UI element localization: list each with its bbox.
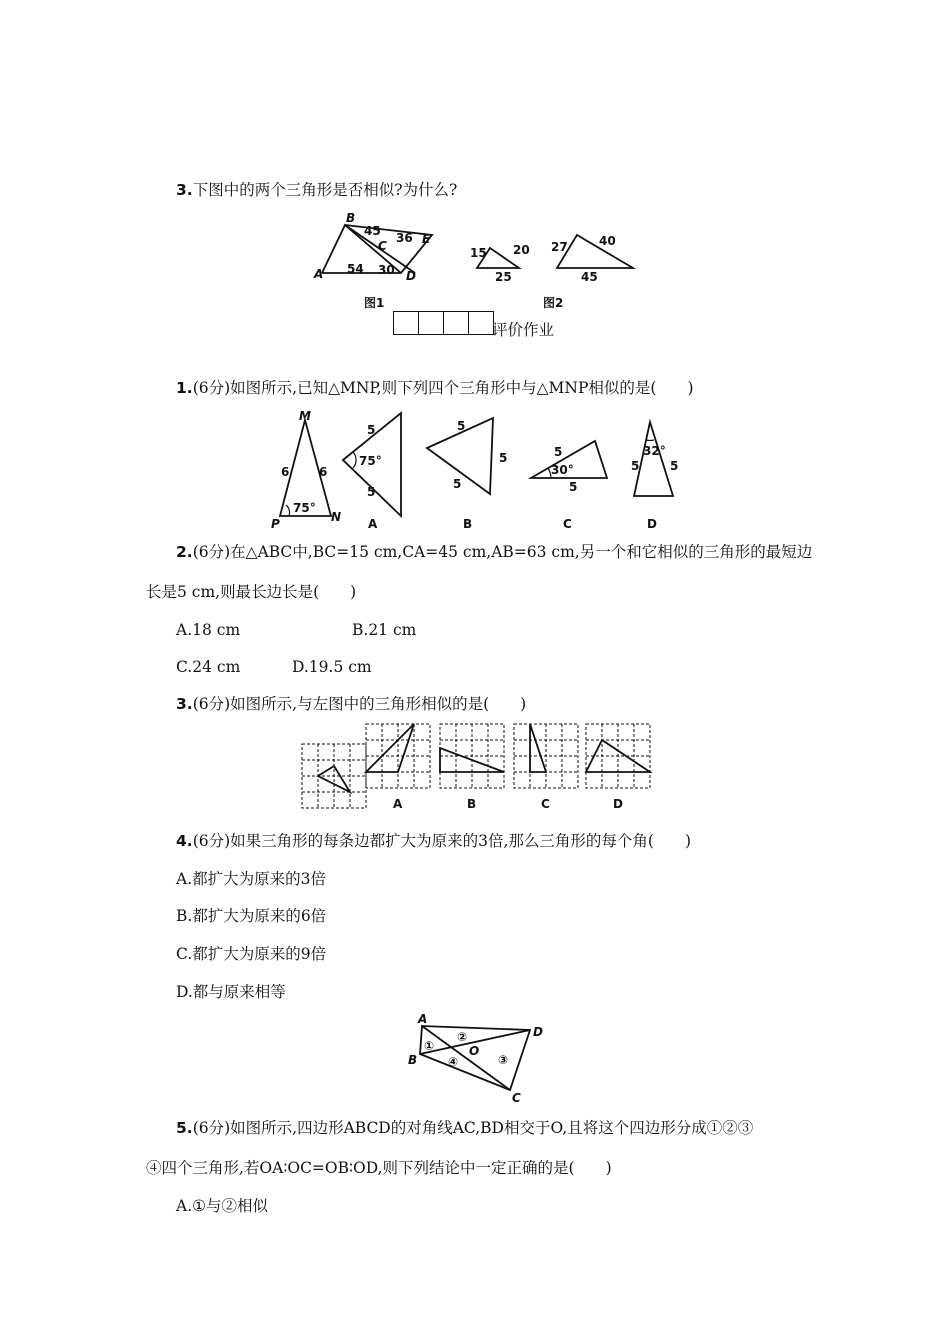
option-label: C	[563, 517, 572, 531]
angle-label: 30°	[551, 463, 574, 477]
question-text: (6分)如果三角形的每条边都扩大为原来的3倍,那么三角形的每个角( )	[192, 832, 692, 850]
question-text: (6分)如图所示,已知△MNP,则下列四个三角形中与△MNP相似的是( )	[192, 379, 694, 397]
option-label: A	[393, 797, 403, 811]
vertex-C: C	[378, 239, 387, 253]
question-1	[176, 378, 694, 398]
option-label: B	[467, 797, 477, 811]
side-label: 6	[281, 465, 290, 479]
region-4: ④	[448, 1055, 459, 1069]
vertex-A: A	[418, 1012, 428, 1026]
vertex-A: A	[314, 267, 324, 281]
large-label-40: 40	[599, 234, 616, 248]
side-label: 5	[367, 485, 376, 499]
option-label: D	[647, 517, 657, 531]
option-b-grid	[440, 724, 504, 811]
side-label: 5	[367, 423, 376, 437]
option-d: D.19.5 cm	[292, 658, 372, 676]
question-number: 1.	[176, 379, 193, 397]
fig2-caption: 图2	[543, 296, 564, 310]
vertex-M: M	[299, 409, 311, 423]
option-d-grid	[586, 724, 650, 811]
region-3: ③	[498, 1053, 509, 1067]
side-label: 5	[569, 480, 578, 494]
vertex-N: N	[331, 510, 342, 524]
question-3-grid-figure	[300, 722, 670, 814]
option-a: A.①与②相似	[176, 1197, 269, 1215]
option-c-triangle	[531, 441, 607, 531]
option-label: D	[613, 797, 623, 811]
option-a-triangle	[343, 413, 401, 531]
option-c: C.24 cm	[176, 658, 241, 676]
pre-question-3	[176, 180, 457, 200]
question-2-line-2: 长是5 cm,则最长边长是( )	[146, 583, 357, 601]
angle-label: 32°	[643, 444, 666, 458]
option-c: C.都扩大为原来的9倍	[176, 945, 327, 963]
side-label: 5	[554, 445, 563, 459]
option-a-grid	[366, 724, 430, 811]
question-4	[176, 831, 691, 851]
label-54: 54	[347, 262, 364, 276]
option-d: D.都与原来相等	[176, 983, 286, 1001]
question-number: 3.	[176, 181, 193, 199]
side-label: 5	[453, 477, 462, 491]
side-label: 6	[319, 465, 328, 479]
region-2: ②	[457, 1030, 468, 1044]
triangle-mnp	[271, 409, 341, 531]
option-label: C	[541, 797, 550, 811]
figure-1-crossed-triangles	[310, 208, 440, 313]
small-label-15: 15	[470, 246, 487, 260]
vertex-O: O	[469, 1044, 480, 1058]
large-label-27: 27	[551, 240, 568, 254]
label-36: 36	[396, 231, 413, 245]
small-label-25: 25	[495, 270, 512, 284]
label-45: 45	[364, 224, 381, 238]
region-1: ①	[424, 1039, 435, 1053]
question-1-figure	[265, 408, 685, 533]
angle-label: 75°	[293, 501, 316, 515]
option-a: A.都扩大为原来的3倍	[176, 870, 326, 888]
fig1-caption: 图1	[364, 296, 385, 310]
question-text: 下图中的两个三角形是否相似?为什么?	[192, 181, 458, 199]
side-label: 5	[499, 451, 508, 465]
option-d-triangle	[631, 422, 678, 531]
large-label-45: 45	[581, 270, 598, 284]
question-3	[176, 694, 526, 714]
option-a: A.18 cm	[176, 621, 241, 639]
question-text: (6分)如图所示,与左图中的三角形相似的是( )	[192, 695, 527, 713]
vertex-D: D	[533, 1025, 543, 1039]
question-number: 3.	[176, 695, 193, 713]
section-icon-boxes	[393, 311, 493, 335]
vertex-E: E	[422, 232, 431, 246]
vertex-D: D	[406, 269, 416, 283]
option-b: B.都扩大为原来的6倍	[176, 907, 327, 925]
option-label: B	[463, 517, 473, 531]
reference-grid	[302, 744, 366, 808]
question-number: 2.	[176, 543, 193, 561]
question-text: (6分)如图所示,四边形ABCD的对角线AC,BD相交于O,且将这个四边形分成①②③	[192, 1119, 754, 1137]
side-label: 5	[670, 459, 679, 473]
option-c-grid	[514, 724, 578, 811]
side-label: 5	[457, 419, 466, 433]
vertex-B: B	[346, 211, 356, 225]
option-b-triangle	[427, 418, 507, 531]
question-number: 4.	[176, 832, 193, 850]
label-30: 30	[378, 263, 395, 277]
question-5	[176, 1118, 753, 1138]
question-number: 5.	[176, 1119, 193, 1137]
vertex-B: B	[408, 1053, 418, 1067]
section-title: 评价作业	[492, 321, 555, 339]
angle-label: 75°	[359, 454, 382, 468]
question-5-quadrilateral-figure	[402, 1010, 552, 1105]
large-triangle	[557, 235, 633, 268]
question-5-line-2: ④四个三角形,若OA∶OC=OB∶OD,则下列结论中一定正确的是( )	[146, 1159, 612, 1177]
option-label: A	[368, 517, 378, 531]
option-b: B.21 cm	[352, 621, 417, 639]
vertex-C: C	[512, 1091, 521, 1105]
side-label: 5	[631, 459, 640, 473]
vertex-P: P	[271, 517, 280, 531]
question-text: (6分)在△ABC中,BC=15 cm,CA=45 cm,AB=63 cm,另一个和它相似的三角形的最短边	[192, 543, 813, 561]
small-label-20: 20	[513, 243, 530, 257]
figure-2-two-triangles	[465, 225, 645, 313]
question-2	[176, 542, 812, 562]
